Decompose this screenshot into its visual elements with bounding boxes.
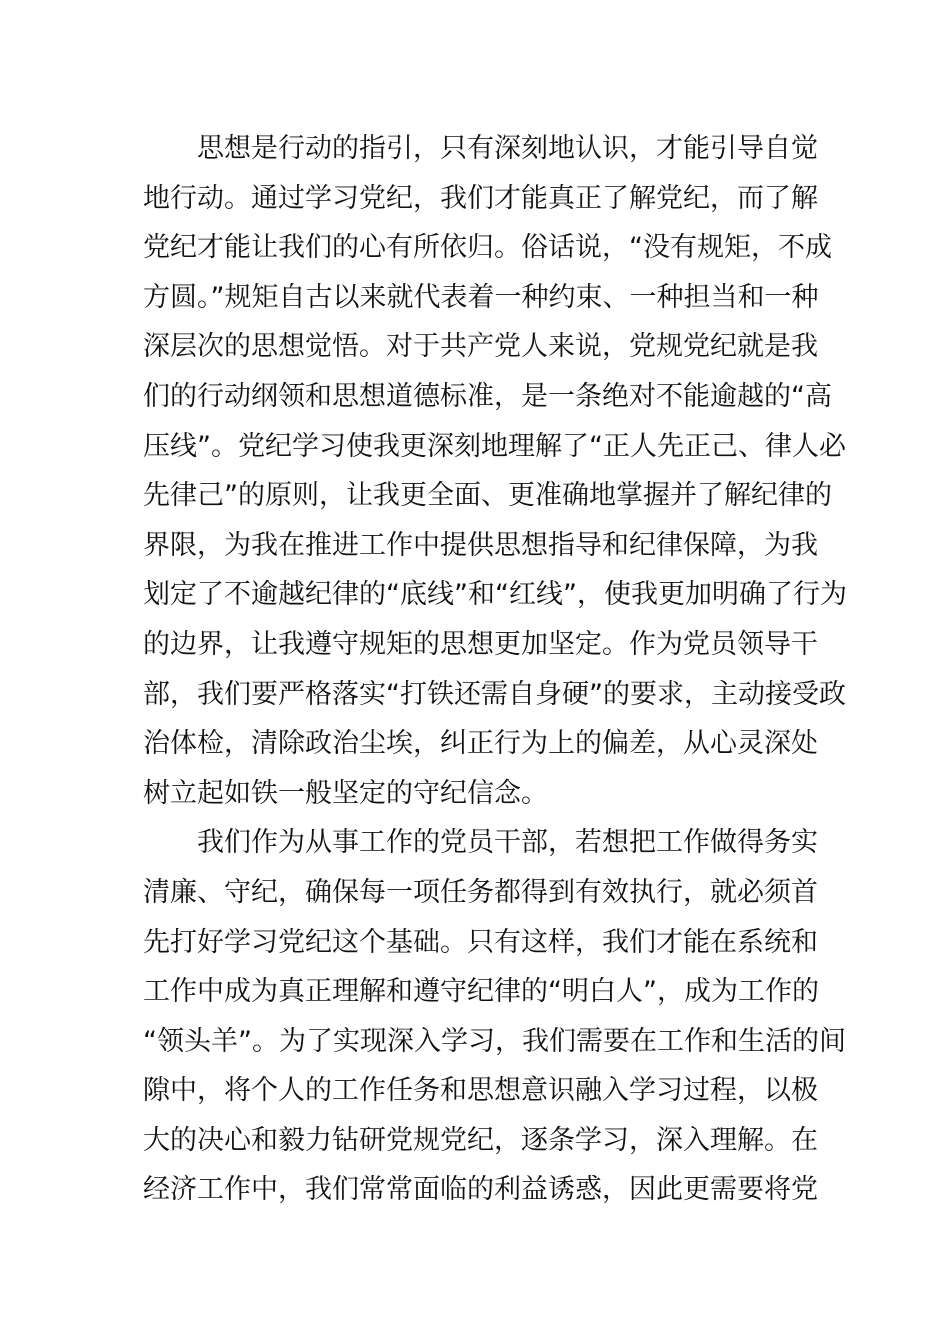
text-line: 先律己”的原则，让我更全面、更准确地掌握并了解纪律的	[143, 480, 832, 512]
text-line: 部，我们要严格落实“打铁还需自身硬”的要求，主动接受政	[143, 678, 846, 710]
text-line: 我们作为从事工作的党员干部，若想把工作做得务实	[197, 827, 818, 859]
text-line: 治体检，清除政治尘埃，纠正行为上的偏差，从心灵深处	[143, 728, 818, 760]
text-line: 方圆。”规矩自古以来就代表着一种约束、一种担当和一种	[143, 281, 819, 313]
body-text	[143, 124, 847, 1215]
paragraph-1	[143, 124, 847, 818]
text-line: 大的决心和毅力钻研党规党纪，逐条学习，深入理解。在	[143, 1124, 818, 1156]
text-line: 压线”。党纪学习使我更深刻地理解了“正人先正己、律人必	[143, 430, 846, 462]
text-line: “领头羊”。为了实现深入学习，我们需要在工作和生活的间	[143, 1025, 846, 1057]
text-line: 地行动。通过学习党纪，我们才能真正了解党纪，而了解	[143, 182, 818, 214]
text-line: 深层次的思想觉悟。对于共产党人来说，党规党纪就是我	[143, 331, 818, 363]
text-line: 树立起如铁一般坚定的守纪信念。	[143, 777, 548, 809]
text-line: 思想是行动的指引，只有深刻地认识，才能引导自觉	[197, 133, 818, 164]
text-line: 界限，为我在推进工作中提供思想指导和纪律保障，为我	[143, 529, 818, 561]
text-line: 清廉、守纪，确保每一项任务都得到有效执行，就必须首	[143, 876, 818, 908]
text-line: 党纪才能让我们的心有所依归。俗话说，“没有规矩，不成	[143, 232, 832, 264]
text-line: 划定了不逾越纪律的“底线”和“红线”，使我更加明确了行为	[143, 579, 847, 611]
text-line: 隙中，将个人的工作任务和思想意识融入学习过程，以极	[143, 1075, 818, 1107]
text-line: 们的行动纲领和思想道德标准，是一条绝对不能逾越的“高	[143, 380, 832, 412]
text-line: 先打好学习党纪这个基础。只有这样，我们才能在系统和	[143, 926, 818, 958]
text-line: 工作中成为真正理解和遵守纪律的“明白人”，成为工作的	[143, 976, 819, 1008]
paragraph-2	[143, 818, 846, 1215]
text-line: 经济工作中，我们常常面临的利益诱惑，因此更需要将党	[143, 1174, 818, 1206]
text-line: 的边界，让我遵守规矩的思想更加坚定。作为党员领导干	[143, 628, 818, 660]
